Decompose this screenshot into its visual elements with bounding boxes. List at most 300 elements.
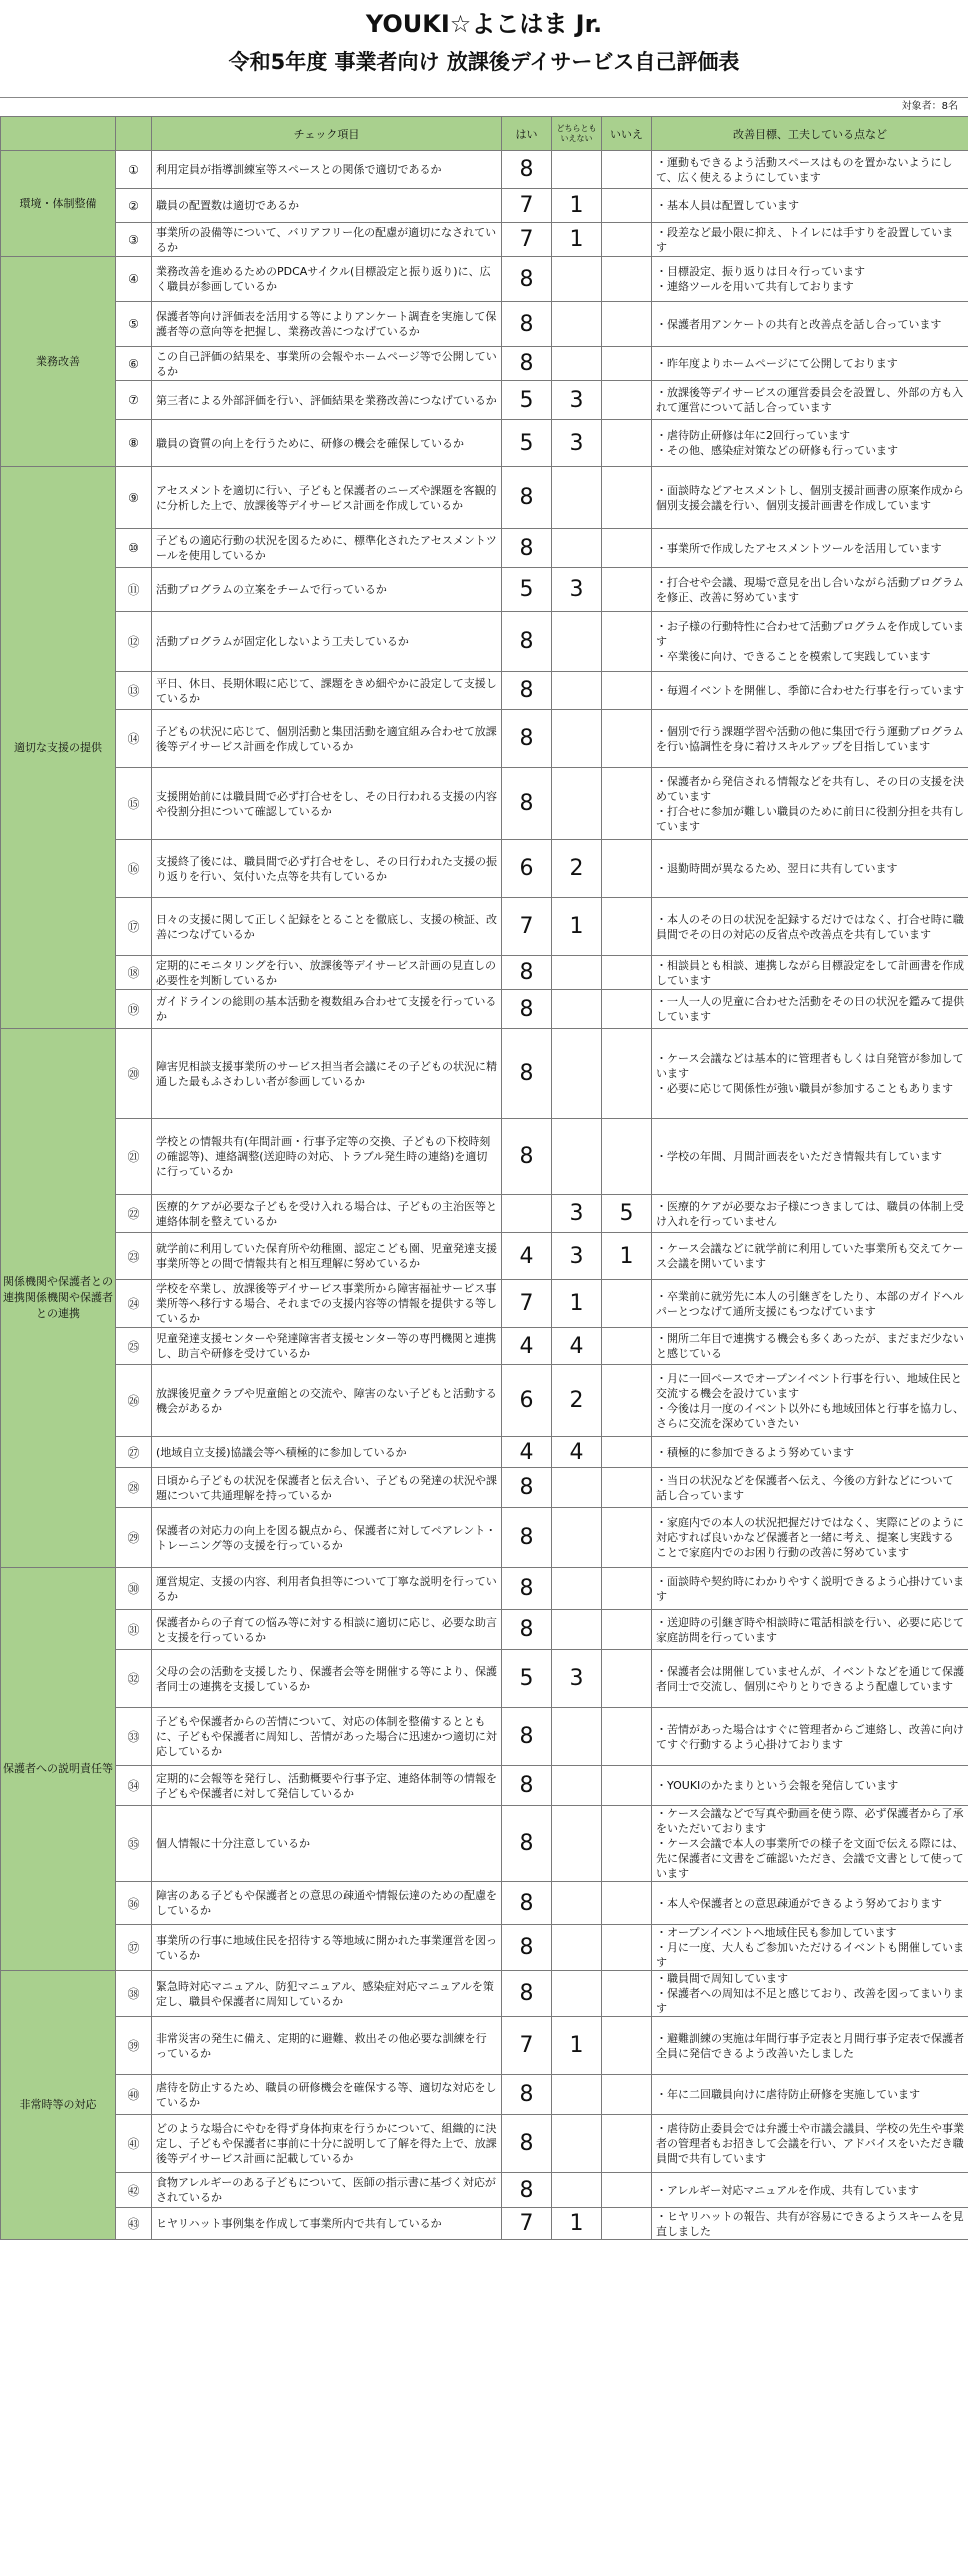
- improvement-goal: [652, 2075, 968, 2115]
- table-row: [1, 898, 968, 956]
- yes-count: 8: [502, 1971, 552, 2017]
- yes-count: 8: [502, 2115, 552, 2173]
- goal-line: ・YOUKIのかたまりという会報を発信しています: [656, 1779, 899, 1792]
- table-row: [1, 223, 968, 257]
- goal-line: ・当日の状況などを保護者へ伝え、今後の方針などについて話し合っています: [656, 1473, 954, 1502]
- item-number: ⑤: [116, 302, 152, 347]
- check-item: 活動プログラムの立案をチームで行っているか: [152, 568, 502, 612]
- yes-count: 5: [502, 381, 552, 420]
- improvement-goal: [652, 1280, 968, 1328]
- table-row: [1, 257, 968, 302]
- improvement-goal: [652, 1328, 968, 1365]
- improvement-goal: [652, 1508, 968, 1568]
- improvement-goal: [652, 151, 968, 189]
- item-number: ㉔: [116, 1280, 152, 1328]
- no-count: [602, 2075, 652, 2115]
- no-count: [602, 710, 652, 768]
- table-row: [1, 2208, 968, 2240]
- item-number: ⑨: [116, 467, 152, 529]
- check-item: 事業所の設備等について、バリアフリー化の配慮が適切になされているか: [152, 223, 502, 257]
- target-count: 対象者：8名: [901, 101, 958, 112]
- check-item: 支援終了後には、職員間で必ず打合せをし、その日行われた支援の振り返りを行い、気付いた点等を共有しているか: [152, 840, 502, 898]
- goal-line: ・昨年度よりホームページにて公開しております: [656, 357, 898, 370]
- yes-count: [502, 1195, 552, 1233]
- yes-count: 8: [502, 1766, 552, 1806]
- table-row: [1, 467, 968, 529]
- no-count: [602, 1766, 652, 1806]
- no-count: [602, 347, 652, 381]
- item-number: ④: [116, 257, 152, 302]
- check-item: 定期的にモニタリングを行い、放課後等デイサービス計画の見直しの必要性を判断しているか: [152, 956, 502, 990]
- no-count: [602, 1280, 652, 1328]
- no-count: [602, 2208, 652, 2240]
- table-row: [1, 1610, 968, 1650]
- no-count: [602, 381, 652, 420]
- improvement-goal: [652, 347, 968, 381]
- check-item: 児童発達支援センターや発達障害者支援センター等の専門機関と連携し、助言や研修を受けているか: [152, 1328, 502, 1365]
- neither-count: 3: [552, 1650, 602, 1708]
- goal-line: ・年に二回職員向けに虐待防止研修を実施しています: [656, 2088, 920, 2101]
- goal-line: ・ケース会議などで写真や動画を使う際、必ず保護者から了承をいただいております: [656, 1807, 964, 1835]
- neither-count: 4: [552, 1328, 602, 1365]
- check-item: 職員の資質の向上を行うために、研修の機会を確保しているか: [152, 420, 502, 467]
- neither-count: [552, 1925, 602, 1971]
- no-count: [602, 302, 652, 347]
- item-number: ①: [116, 151, 152, 189]
- neither-count: [552, 467, 602, 529]
- table-row: [1, 1568, 968, 1610]
- item-number: ⑥: [116, 347, 152, 381]
- neither-count: 4: [552, 1437, 602, 1468]
- goal-line: ・個別で行う課題学習や活動の他に集団で行う運動プログラムを行い協調性を身に着けスキルアップを目指しています: [656, 724, 964, 753]
- no-count: [602, 529, 652, 568]
- yes-count: 8: [502, 1508, 552, 1568]
- table-row: [1, 1971, 968, 2017]
- goal-line: ・卒業後に向け、できることを模索して実践しています: [656, 650, 931, 663]
- yes-count: 5: [502, 1650, 552, 1708]
- item-number: ⑫: [116, 612, 152, 672]
- no-count: [602, 990, 652, 1029]
- item-number: ⑬: [116, 672, 152, 710]
- improvement-goal: [652, 1806, 968, 1882]
- table-row: [1, 1806, 968, 1882]
- no-count: [602, 2017, 652, 2075]
- table-row: [1, 189, 968, 223]
- no-count: [602, 1508, 652, 1568]
- table-row: [1, 420, 968, 467]
- check-item: 学校を卒業し、放課後等デイサービス事業所から障害福祉サービス事業所等へ移行する場合、それまでの支援内容等の情報を提供する等しているか: [152, 1280, 502, 1328]
- neither-count: [552, 1119, 602, 1195]
- neither-count: [552, 529, 602, 568]
- yes-count: 8: [502, 990, 552, 1029]
- improvement-goal: [652, 2208, 968, 2240]
- improvement-goal: [652, 2115, 968, 2173]
- goal-line: ・避難訓練の実施は年間行事予定表と月間行事予定表で保護者全員に発信できるよう改善いたしました: [656, 2031, 964, 2060]
- number-header: [116, 117, 152, 151]
- table-row: [1, 612, 968, 672]
- check-item: 非常災害の発生に備え、定期的に避難、救出その他必要な訓練を行っているか: [152, 2017, 502, 2075]
- yes-count: 7: [502, 2208, 552, 2240]
- yes-count: 8: [502, 612, 552, 672]
- goal-line: ・オープンイベントへ地域住民も参加しています: [656, 1926, 897, 1939]
- item-number: ㉚: [116, 1568, 152, 1610]
- goal-line: ・運動もできるよう活動スペースはものを置かないようにして、広く使えるようにしています: [656, 155, 953, 184]
- no-count: [602, 1708, 652, 1766]
- no-count: [602, 768, 652, 840]
- no-count: [602, 223, 652, 257]
- no-count: [602, 612, 652, 672]
- table-row: [1, 302, 968, 347]
- table-header-row: [1, 117, 968, 151]
- goal-header: 改善目標、工夫している点など: [652, 117, 968, 151]
- check-item: 子どもの適応行動の状況を図るために、標準化されたアセスメントツールを使用しているか: [152, 529, 502, 568]
- neither-count: 3: [552, 568, 602, 612]
- no-count: [602, 568, 652, 612]
- yes-count: 8: [502, 151, 552, 189]
- no-count: [602, 2115, 652, 2173]
- item-number: ㊳: [116, 1971, 152, 2017]
- goal-line: ・積極的に参加できるよう努めています: [656, 1445, 854, 1459]
- neither-count: [552, 1508, 602, 1568]
- neither-count: 1: [552, 2208, 602, 2240]
- goal-line: ・月に一回ペースでオープンイベント行事を行い、地域住民と交流する機会を設けています: [656, 1371, 962, 1400]
- neither-count: [552, 2173, 602, 2208]
- check-header: チェック項目: [152, 117, 502, 151]
- item-number: ⑭: [116, 710, 152, 768]
- goal-line: ・医療的ケアが必要なお子様につきましては、職員の体制上受け入れを行っていません: [656, 1199, 964, 1228]
- goal-line: ・保護者から発信される情報などを共有し、その日の支援を決めています: [656, 774, 964, 803]
- improvement-goal: [652, 1233, 968, 1280]
- check-item: 食物アレルギーのある子どもについて、医師の指示書に基づく対応がされているか: [152, 2173, 502, 2208]
- yes-count: 8: [502, 710, 552, 768]
- yes-count: 8: [502, 2173, 552, 2208]
- no-count: [602, 1610, 652, 1650]
- neither-count: [552, 612, 602, 672]
- yes-count: 7: [502, 2017, 552, 2075]
- check-item: 障害児相談支援事業所のサービス担当者会議にその子どもの状況に精通した最もふさわしい者が参画しているか: [152, 1029, 502, 1119]
- table-row: [1, 1925, 968, 1971]
- neither-count: 1: [552, 223, 602, 257]
- check-item: 活動プログラムが固定化しないよう工夫しているか: [152, 612, 502, 672]
- item-number: ⑱: [116, 956, 152, 990]
- goal-line: ・学校の年間、月間計画表をいただき情報共有しています: [656, 1150, 942, 1163]
- item-number: ㉑: [116, 1119, 152, 1195]
- improvement-goal: [652, 2173, 968, 2208]
- goal-line: ・お子様の行動特性に合わせて活動プログラムを作成しています: [656, 620, 964, 648]
- check-item: 第三者による外部評価を行い、評価結果を業務改善につなげているか: [152, 381, 502, 420]
- goal-line: ・一人一人の児童に合わせた活動をその日の状況を鑑みて提供しています: [656, 995, 964, 1023]
- check-item: 放課後児童クラブや児童館との交流や、障害のない子どもと活動する機会があるか: [152, 1365, 502, 1437]
- neither-count: [552, 1610, 602, 1650]
- no-count: [602, 1971, 652, 2017]
- check-item: 父母の会の活動を支援したり、保護者会等を開催する等により、保護者同士の連携を支援しているか: [152, 1650, 502, 1708]
- goal-line: ・アレルギー対応マニュアルを作成、共有しています: [656, 2183, 919, 2197]
- check-item: 個人情報に十分注意しているか: [152, 1806, 502, 1882]
- goal-line: ・打合せや会議、現場で意見を出し合いながら活動プログラムを修正、改善に努めています: [656, 575, 964, 604]
- check-item: 日々の支援に関して正しく記録をとることを徹底し、支援の検証、改善につなげているか: [152, 898, 502, 956]
- neither-count: 1: [552, 2017, 602, 2075]
- neither-count: [552, 1568, 602, 1610]
- goal-line: ・目標設定、振り返りは日々行っています: [656, 265, 865, 278]
- yes-count: 7: [502, 189, 552, 223]
- no-count: [602, 1328, 652, 1365]
- no-count: [602, 672, 652, 710]
- goal-line: ・本人のその日の状況を記録するだけではなく、打合せ時に職員間でその日の対応の反省点や改善点を共有しています: [656, 912, 964, 941]
- item-number: ㊵: [116, 2075, 152, 2115]
- goal-line: ・連絡ツールを用いて共有しております: [656, 280, 854, 293]
- table-row: [1, 1328, 968, 1365]
- goal-line: ・面談時や契約時にわかりやすく説明できるよう心掛けています: [656, 1574, 964, 1603]
- table-row: [1, 956, 968, 990]
- item-number: ㊷: [116, 2173, 152, 2208]
- table-row: [1, 1365, 968, 1437]
- title: YOUKI☆よこはま Jr.: [365, 10, 603, 38]
- item-number: ㊸: [116, 2208, 152, 2240]
- table-row: [1, 1437, 968, 1468]
- table-row: [1, 347, 968, 381]
- goal-line: ・保護者用アンケートの共有と改善点を話し合っています: [656, 317, 942, 331]
- item-number: ㉙: [116, 1508, 152, 1568]
- neither-count: 3: [552, 381, 602, 420]
- item-number: ㊱: [116, 1882, 152, 1925]
- neither-count: 3: [552, 1195, 602, 1233]
- table-row: [1, 151, 968, 189]
- improvement-goal: [652, 1437, 968, 1468]
- item-number: ⑩: [116, 529, 152, 568]
- no-count: [602, 898, 652, 956]
- check-item: 障害のある子どもや保護者との意思の疎通や情報伝達のための配慮をしているか: [152, 1882, 502, 1925]
- table-row: [1, 568, 968, 612]
- table-row: [1, 381, 968, 420]
- no-count: [602, 1650, 652, 1708]
- check-item: 医療的ケアが必要な子どもを受け入れる場合は、子どもの主治医等と連絡体制を整えているか: [152, 1195, 502, 1233]
- neither-count: [552, 710, 602, 768]
- yes-count: 8: [502, 956, 552, 990]
- goal-line: ・職員間で周知しています: [656, 1972, 788, 1985]
- goal-line: ・放課後等デイサービスの運営委員会を設置し、外部の方も入れて運営について話し合っています: [656, 386, 964, 414]
- item-number: ②: [116, 189, 152, 223]
- item-number: ⑪: [116, 568, 152, 612]
- check-item: 緊急時対応マニュアル、防犯マニュアル、感染症対応マニュアルを策定し、職員や保護者に周知しているか: [152, 1971, 502, 2017]
- no-count: 1: [602, 1233, 652, 1280]
- improvement-goal: [652, 568, 968, 612]
- item-number: ⑰: [116, 898, 152, 956]
- neither-count: [552, 2075, 602, 2115]
- neither-count: [552, 1882, 602, 1925]
- item-number: ㉞: [116, 1766, 152, 1806]
- neither-count: [552, 1766, 602, 1806]
- category-label: 保護者への説明責任等: [1, 1568, 116, 1971]
- goal-line: ・家庭内での本人の状況把握だけではなく、実際にどのように対応すれば良いかなど保護者と一緒に考え、提案し実践することで家庭内でのお困り行動の改善に努めています: [656, 1516, 964, 1559]
- item-number: ㉕: [116, 1328, 152, 1365]
- table-row: [1, 1280, 968, 1328]
- no-count: [602, 1806, 652, 1882]
- item-number: ㉛: [116, 1610, 152, 1650]
- check-item: 利用定員が指導訓練室等スペースとの関係で適切であるか: [152, 151, 502, 189]
- goal-line: ・ヒヤリハットの報告、共有が容易にできるようスキームを見直しました: [656, 2209, 964, 2238]
- neither-count: [552, 956, 602, 990]
- item-number: ⑳: [116, 1029, 152, 1119]
- no-count: [602, 1468, 652, 1508]
- neither-count: [552, 1971, 602, 2017]
- improvement-goal: [652, 381, 968, 420]
- neither-header: どちらとも いえない: [552, 117, 602, 151]
- goal-line: ・毎週イベントを開催し、季節に合わせた行事を行っています: [656, 684, 964, 697]
- improvement-goal: [652, 990, 968, 1029]
- goal-line: ・虐待防止研修は年に2回行っています: [656, 429, 850, 442]
- table-row: [1, 2115, 968, 2173]
- yes-count: 8: [502, 347, 552, 381]
- goal-line: ・ケース会議で本人の事業所での様子を文面で伝える際には、先に保護者に文書をご確認いただき、会議で文書として使っています: [656, 1837, 964, 1880]
- item-number: ㉖: [116, 1365, 152, 1437]
- no-count: 5: [602, 1195, 652, 1233]
- no-count: [602, 151, 652, 189]
- check-item: 保護者からの子育ての悩み等に対する相談に適切に応じ、必要な助言と支援を行っているか: [152, 1610, 502, 1650]
- neither-count: 3: [552, 420, 602, 467]
- check-item: 運営規定、支援の内容、利用者負担等について丁寧な説明を行っているか: [152, 1568, 502, 1610]
- table-row: [1, 1195, 968, 1233]
- yes-count: 8: [502, 1029, 552, 1119]
- yes-count: 7: [502, 223, 552, 257]
- yes-count: 8: [502, 1708, 552, 1766]
- item-number: ㉝: [116, 1708, 152, 1766]
- table-row: [1, 672, 968, 710]
- yes-count: 6: [502, 1365, 552, 1437]
- improvement-goal: [652, 1029, 968, 1119]
- check-item: 定期的に会報等を発行し、活動概要や行事予定、連絡体制等の情報を子どもや保護者に対して発信しているか: [152, 1766, 502, 1806]
- neither-count: [552, 302, 602, 347]
- item-number: ⑯: [116, 840, 152, 898]
- check-item: ガイドラインの総則の基本活動を複数組み合わせて支援を行っているか: [152, 990, 502, 1029]
- item-number: ㉘: [116, 1468, 152, 1508]
- neither-count: [552, 1468, 602, 1508]
- check-item: 子どもや保護者からの苦情について、対応の体制を整備するとともに、子どもや保護者に周知し、苦情があった場合に迅速かつ適切に対応しているか: [152, 1708, 502, 1766]
- subtitle: 令和5年度 事業者向け 放課後デイサービス自己評価表: [228, 50, 740, 74]
- neither-count: [552, 257, 602, 302]
- no-count: [602, 257, 652, 302]
- neither-count: [552, 2115, 602, 2173]
- no-header: いいえ: [602, 117, 652, 151]
- yes-count: 8: [502, 1806, 552, 1882]
- goal-line: ・ケース会議などに就学前に利用していた事業所も交えてケース会議を開いています: [656, 1242, 964, 1270]
- yes-count: 8: [502, 1882, 552, 1925]
- improvement-goal: [652, 612, 968, 672]
- improvement-goal: [652, 1650, 968, 1708]
- yes-header: はい: [502, 117, 552, 151]
- goal-line: ・面談時などアセスメントし、個別支援計画書の原案作成から個別支援会議を行い、個別支援計画書を作成しています: [656, 483, 964, 512]
- table-row: [1, 1508, 968, 1568]
- no-count: [602, 420, 652, 467]
- yes-count: 8: [502, 1468, 552, 1508]
- yes-count: 4: [502, 1233, 552, 1280]
- check-item: 就学前に利用していた保育所や幼稚園、認定こども園、児童発達支援事業所等との間で情報共有と相互理解に努めているか: [152, 1233, 502, 1280]
- no-count: [602, 1119, 652, 1195]
- neither-count: [552, 1806, 602, 1882]
- improvement-goal: [652, 529, 968, 568]
- no-count: [602, 1925, 652, 1971]
- goal-line: ・相談員とも相談、連携しながら目標設定をして計画書を作成しています: [656, 958, 964, 987]
- check-item: (地域自立支援)協議会等へ積極的に参加しているか: [152, 1437, 502, 1468]
- goal-line: ・ケース会議などは基本的に管理者もしくは自発管が参加しています: [656, 1052, 964, 1080]
- item-number: ㉓: [116, 1233, 152, 1280]
- check-item: この自己評価の結果を、事業所の会報やホームページ等で公開しているか: [152, 347, 502, 381]
- improvement-goal: [652, 956, 968, 990]
- no-count: [602, 1029, 652, 1119]
- header: [0, 0, 968, 98]
- yes-count: 5: [502, 420, 552, 467]
- neither-count: 1: [552, 189, 602, 223]
- yes-count: 8: [502, 257, 552, 302]
- no-count: [602, 956, 652, 990]
- no-count: [602, 1437, 652, 1468]
- neither-count: 1: [552, 1280, 602, 1328]
- category-header: [1, 117, 116, 151]
- category-label: 業務改善: [1, 257, 116, 467]
- improvement-goal: [652, 467, 968, 529]
- goal-line: ・必要に応じて関係性が強い職員が参加することもあります: [656, 1082, 953, 1095]
- goal-line: ・送迎時の引継ぎ時や相談時に電話相談を行い、必要に応じて家庭訪問を行っています: [656, 1615, 964, 1644]
- goal-line: ・保護者会は開催していませんが、イベントなどを通じて保護者同士で交流し、個別にやりとりできるよう配慮しています: [656, 1664, 964, 1693]
- check-item: どのような場合にやむを得ず身体拘束を行うかについて、組織的に決定し、子どもや保護者に事前に十分に説明して了解を得た上で、放課後等デイサービス計画に記載しているか: [152, 2115, 502, 2173]
- table-row: [1, 1708, 968, 1766]
- check-item: 事業所の行事に地域住民を招待する等地域に開かれた事業運営を図っているか: [152, 1925, 502, 1971]
- yes-count: 8: [502, 2075, 552, 2115]
- item-number: ⑦: [116, 381, 152, 420]
- goal-line: ・打合せに参加が難しい職員のために前日に役割分担を共有しています: [656, 804, 964, 833]
- item-number: ㉜: [116, 1650, 152, 1708]
- check-item: 虐待を防止するため、職員の研修機会を確保する等、適切な対応をしているか: [152, 2075, 502, 2115]
- improvement-goal: [652, 1365, 968, 1437]
- improvement-goal: [652, 2017, 968, 2075]
- improvement-goal: [652, 840, 968, 898]
- yes-count: 4: [502, 1328, 552, 1365]
- neither-count: [552, 1708, 602, 1766]
- neither-count: 2: [552, 1365, 602, 1437]
- goal-line: ・段差など最小限に抑え、トイレには手すりを設置しています: [656, 225, 954, 254]
- improvement-goal: [652, 1766, 968, 1806]
- goal-line: ・開所二年目で連携する機会も多くあったが、まだまだ少ないと感じている: [656, 1332, 964, 1360]
- check-item: 子どもの状況に応じて、個別活動と集団活動を適宜組み合わせて放課後等デイサービス計画を作成しているか: [152, 710, 502, 768]
- neither-count: 3: [552, 1233, 602, 1280]
- yes-count: 7: [502, 898, 552, 956]
- improvement-goal: [652, 302, 968, 347]
- check-item: 支援開始前には職員間で必ず打合せをし、その日行われる支援の内容や役割分担について確認しているか: [152, 768, 502, 840]
- evaluation-table: [0, 116, 968, 2240]
- item-number: ㉒: [116, 1195, 152, 1233]
- check-item: 平日、休日、長期休暇に応じて、課題をきめ細やかに設定して支援しているか: [152, 672, 502, 710]
- improvement-goal: [652, 189, 968, 223]
- yes-count: 8: [502, 1925, 552, 1971]
- check-item: 保護者等向け評価表を活用する等によりアンケート調査を実施して保護者等の意向等を把握し、業務改善につなげているか: [152, 302, 502, 347]
- improvement-goal: [652, 420, 968, 467]
- table-row: [1, 1029, 968, 1119]
- yes-count: 5: [502, 568, 552, 612]
- no-count: [602, 840, 652, 898]
- yes-count: 8: [502, 768, 552, 840]
- item-number: ㊶: [116, 2115, 152, 2173]
- goal-line: ・月に一度、大人もご参加いただけるイベントも開催しています: [656, 1941, 964, 1969]
- improvement-goal: [652, 1195, 968, 1233]
- table-row: [1, 529, 968, 568]
- neither-count: [552, 768, 602, 840]
- check-item: アセスメントを適切に行い、子どもと保護者のニーズや課題を客観的に分析した上で、放課後等デイサービス計画を作成しているか: [152, 467, 502, 529]
- check-item: 学校との情報共有(年間計画・行事予定等の交換、子どもの下校時刻の確認等)、連絡調整(送迎時の対応、トラブル発生時の連絡)を適切に行っているか: [152, 1119, 502, 1195]
- goal-line: ・保護者への周知は不足と感じており、改善を図ってまいります: [656, 1987, 964, 2015]
- improvement-goal: [652, 1708, 968, 1766]
- table-row: [1, 710, 968, 768]
- neither-count: [552, 1029, 602, 1119]
- item-number: ⑧: [116, 420, 152, 467]
